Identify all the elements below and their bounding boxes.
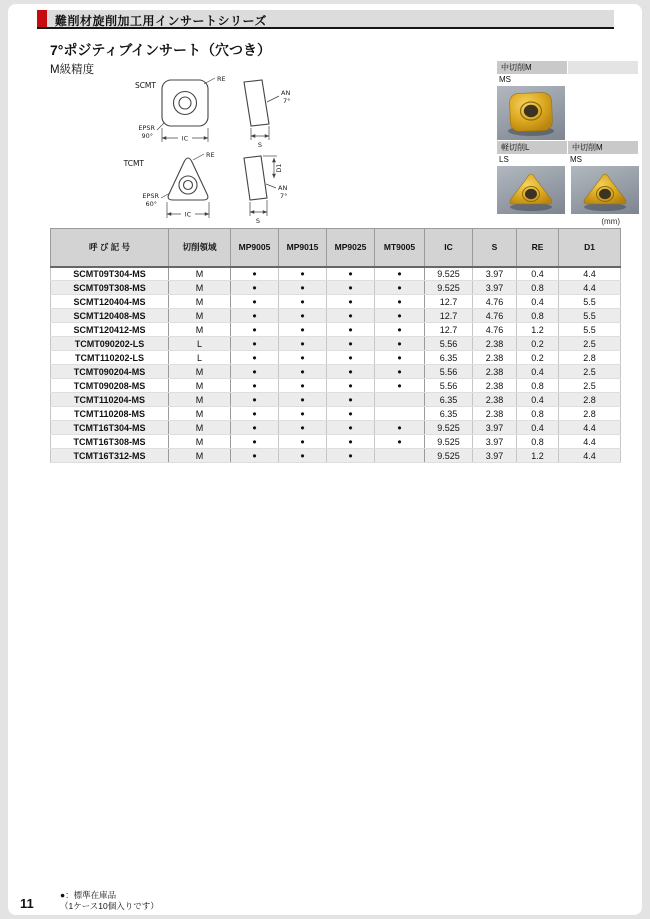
stock-dot: ●: [375, 365, 425, 379]
cutting-area: M: [169, 323, 231, 337]
dimension-value: 0.2: [517, 337, 559, 351]
dimension-value: 2.5: [559, 365, 621, 379]
table-row: [51, 281, 621, 295]
stock-dot: ●: [231, 351, 279, 365]
stock-dot: ●: [327, 449, 375, 463]
dimension-value: 0.4: [517, 267, 559, 281]
stock-dot: ●: [375, 351, 425, 365]
stock-dot: ●: [279, 393, 327, 407]
grade-label-ms: MS: [499, 75, 511, 84]
cutting-area: M: [169, 421, 231, 435]
stock-dot: ●: [327, 281, 375, 295]
stock-dot: ●: [279, 365, 327, 379]
cutting-area: M: [169, 267, 231, 281]
scmt-s-label: S: [257, 141, 263, 149]
dimension-value: 2.38: [473, 407, 517, 421]
stock-dot: ●: [327, 435, 375, 449]
dimension-value: 9.525: [425, 281, 473, 295]
dimension-value: 0.4: [517, 421, 559, 435]
stock-dot: ●: [375, 309, 425, 323]
stock-dot: ●: [279, 309, 327, 323]
photo-group-scmt: [497, 61, 639, 140]
stock-dot: ●: [231, 379, 279, 393]
stock-dot: ●: [375, 281, 425, 295]
dimension-value: 2.38: [473, 337, 517, 351]
dimension-value: 5.56: [425, 337, 473, 351]
tcmt-an-angle: 7°: [280, 192, 288, 200]
dimension-value: 2.38: [473, 379, 517, 393]
scmt-label: SCMT: [134, 81, 156, 90]
dimension-value: 5.56: [425, 379, 473, 393]
stock-dot: ●: [327, 379, 375, 393]
page-title: 7°ポジティブインサート（穴つき）: [50, 42, 272, 58]
footnote-stock: ●：標準在庫品: [60, 890, 117, 900]
stock-none: [375, 407, 425, 421]
dimension-value: 0.8: [517, 281, 559, 295]
scmt-an-label: AN: [281, 89, 291, 97]
table-row: [51, 309, 621, 323]
dimension-value: 3.97: [473, 449, 517, 463]
dimension-value: 9.525: [425, 421, 473, 435]
stock-dot: ●: [231, 407, 279, 421]
catalog-page: [8, 4, 642, 915]
dimension-value: 2.38: [473, 351, 517, 365]
dimension-value: 5.5: [559, 309, 621, 323]
stock-dot: ●: [279, 267, 327, 281]
dimension-value: 4.4: [559, 267, 621, 281]
stock-dot: ●: [231, 337, 279, 351]
stock-dot: ●: [231, 281, 279, 295]
dimension-value: 4.4: [559, 435, 621, 449]
stock-dot: ●: [327, 323, 375, 337]
dimension-value: 4.76: [473, 323, 517, 337]
table-row: [51, 407, 621, 421]
table-row: [51, 351, 621, 365]
dimension-value: 4.4: [559, 421, 621, 435]
stock-dot: ●: [231, 309, 279, 323]
cutting-area: L: [169, 337, 231, 351]
dimension-value: 3.97: [473, 267, 517, 281]
col-cutting-area: 切削領域: [169, 229, 231, 267]
stock-none: [375, 449, 425, 463]
stock-dot: ●: [327, 295, 375, 309]
insert-designation: TCMT16T312-MS: [51, 449, 169, 463]
col-grade-mp9025: MP9025: [327, 229, 375, 267]
dimension-value: 1.2: [517, 449, 559, 463]
photo-group2-header: [497, 141, 639, 154]
photo-group1-header: [497, 61, 639, 74]
cutting-area: M: [169, 281, 231, 295]
col-ic: IC: [425, 229, 473, 267]
stock-dot: ●: [375, 267, 425, 281]
dimension-value: 3.97: [473, 421, 517, 435]
stock-dot: ●: [375, 323, 425, 337]
dimension-value: 4.76: [473, 309, 517, 323]
dimension-value: 12.7: [425, 309, 473, 323]
tcmt-ic-label: IC: [184, 210, 192, 219]
insert-designation: SCMT120408-MS: [51, 309, 169, 323]
col-grade-mp9015: MP9015: [279, 229, 327, 267]
insert-designation: SCMT120404-MS: [51, 295, 169, 309]
dimension-value: 0.2: [517, 351, 559, 365]
dimension-value: 2.8: [559, 393, 621, 407]
table-row: [51, 393, 621, 407]
stock-dot: ●: [231, 295, 279, 309]
dimension-value: 3.97: [473, 281, 517, 295]
scmt-epsr-label: EPSR: [138, 124, 155, 132]
cutting-area: M: [169, 407, 231, 421]
stock-dot: ●: [279, 323, 327, 337]
insert-photo-scmt-ms: [497, 86, 565, 140]
col-grade-mp9005: MP9005: [231, 229, 279, 267]
tcmt-label: TCMT: [123, 159, 144, 168]
cutting-area: M: [169, 309, 231, 323]
dimension-value: 2.38: [473, 393, 517, 407]
grade-label-ls: LS: [499, 155, 509, 164]
tcmt-an-label: AN: [278, 184, 288, 192]
stock-dot: ●: [231, 449, 279, 463]
stock-dot: ●: [375, 421, 425, 435]
cutting-area: M: [169, 393, 231, 407]
insert-designation: TCMT090204-MS: [51, 365, 169, 379]
col-d1: D1: [559, 229, 621, 267]
insert-designation: TCMT16T304-MS: [51, 421, 169, 435]
precision-class-label: M級精度: [50, 64, 95, 76]
stock-dot: ●: [231, 435, 279, 449]
dimension-value: 0.4: [517, 393, 559, 407]
dimension-value: 4.4: [559, 281, 621, 295]
insert-dimension-diagrams: [58, 74, 350, 228]
stock-dot: ●: [327, 407, 375, 421]
stock-dot: ●: [327, 351, 375, 365]
table-row: [51, 295, 621, 309]
table-row: [51, 379, 621, 393]
table-row: [51, 365, 621, 379]
cutting-area: M: [169, 449, 231, 463]
footnote: [60, 890, 159, 912]
stock-dot: ●: [279, 337, 327, 351]
stock-dot: ●: [279, 449, 327, 463]
cutting-area: L: [169, 351, 231, 365]
stock-dot: ●: [231, 267, 279, 281]
dimension-value: 6.35: [425, 393, 473, 407]
insert-designation: SCMT09T308-MS: [51, 281, 169, 295]
insert-designation: TCMT090208-MS: [51, 379, 169, 393]
series-header-bar: [37, 10, 614, 29]
table-row: [51, 323, 621, 337]
stock-dot: ●: [327, 267, 375, 281]
stock-dot: ●: [279, 421, 327, 435]
footnote-case: （1ケース10個入りです）: [60, 901, 159, 911]
col-re: RE: [517, 229, 559, 267]
insert-photo-tcmt-ls: [497, 166, 565, 214]
scmt-epsr-angle: 90°: [141, 132, 153, 140]
scmt-insert-image: [497, 86, 565, 140]
insert-designation: TCMT110202-LS: [51, 351, 169, 365]
insert-designation: TCMT090202-LS: [51, 337, 169, 351]
tcmt-ls-insert-image: [497, 166, 565, 214]
dimension-value: 2.5: [559, 379, 621, 393]
dimension-value: 5.5: [559, 295, 621, 309]
dimension-value: 2.8: [559, 407, 621, 421]
page-number: 11: [20, 896, 34, 911]
dimension-value: 4.76: [473, 295, 517, 309]
cutting-area: M: [169, 379, 231, 393]
dimension-value: 3.97: [473, 435, 517, 449]
stock-dot: ●: [327, 337, 375, 351]
dimension-value: 6.35: [425, 351, 473, 365]
dimension-value: 6.35: [425, 407, 473, 421]
stock-dot: ●: [375, 295, 425, 309]
tcmt-diagram: [123, 151, 288, 225]
scmt-an-angle: 7°: [283, 97, 291, 105]
col-s: S: [473, 229, 517, 267]
dimension-value: 9.525: [425, 267, 473, 281]
dimension-value: 4.4: [559, 449, 621, 463]
tcmt-epsr-angle: 60°: [145, 200, 157, 208]
scmt-ic-label: IC: [181, 134, 189, 143]
stock-dot: ●: [231, 323, 279, 337]
cutting-range-label-medium2: 中切削M: [568, 141, 639, 154]
table-row: [51, 449, 621, 463]
insert-designation: TCMT110204-MS: [51, 393, 169, 407]
dimension-value: 0.4: [517, 295, 559, 309]
stock-dot: ●: [279, 407, 327, 421]
dimension-value: 5.5: [559, 323, 621, 337]
stock-dot: ●: [279, 281, 327, 295]
table-row: [51, 421, 621, 435]
dimension-value: 9.525: [425, 449, 473, 463]
dimension-value: 0.8: [517, 407, 559, 421]
stock-dot: ●: [231, 393, 279, 407]
cutting-area: M: [169, 365, 231, 379]
insert-designation: SCMT120412-MS: [51, 323, 169, 337]
dimension-value: 0.8: [517, 309, 559, 323]
stock-dot: ●: [231, 365, 279, 379]
tcmt-d1-label: D1: [275, 163, 283, 173]
tcmt-re-label: RE: [206, 151, 215, 159]
dimension-value: 9.525: [425, 435, 473, 449]
stock-dot: ●: [327, 365, 375, 379]
table-header-row: [51, 229, 621, 267]
cutting-area: M: [169, 295, 231, 309]
stock-dot: ●: [231, 421, 279, 435]
scmt-diagram: [135, 75, 291, 149]
insert-designation: TCMT16T308-MS: [51, 435, 169, 449]
spec-table-body: [51, 267, 621, 463]
stock-dot: ●: [375, 337, 425, 351]
dimension-value: 2.5: [559, 337, 621, 351]
photo-group-tcmt: [497, 141, 639, 214]
stock-dot: ●: [279, 295, 327, 309]
grade-label-ms2: MS: [570, 155, 582, 164]
tcmt-ms-insert-image: [571, 166, 639, 214]
table-row: [51, 337, 621, 351]
col-designation: 呼 び 記 号: [51, 229, 169, 267]
stock-none: [375, 393, 425, 407]
cutting-range-label-light: 軽切削L: [497, 141, 568, 154]
stock-dot: ●: [279, 379, 327, 393]
insert-designation: SCMT09T304-MS: [51, 267, 169, 281]
photo-header-spacer: [568, 61, 639, 74]
dimension-value: 2.38: [473, 365, 517, 379]
photo-group2-grades: [497, 154, 639, 166]
dimension-value: 0.4: [517, 365, 559, 379]
dimension-value: 5.56: [425, 365, 473, 379]
cutting-area: M: [169, 435, 231, 449]
tcmt-s-label: S: [255, 217, 261, 225]
dimension-value: 0.8: [517, 435, 559, 449]
unit-label: (mm): [601, 217, 620, 226]
dimension-value: 12.7: [425, 323, 473, 337]
stock-dot: ●: [375, 435, 425, 449]
dimension-value: 2.8: [559, 351, 621, 365]
tcmt-epsr-label: EPSR: [142, 192, 159, 200]
insert-photo-tcmt-ms: [571, 166, 639, 214]
stock-dot: ●: [375, 379, 425, 393]
dimension-value: 12.7: [425, 295, 473, 309]
stock-dot: ●: [327, 393, 375, 407]
series-title: 難削材旋削加工用インサートシリーズ: [55, 14, 267, 28]
spec-table: [50, 228, 621, 463]
insert-designation: TCMT110208-MS: [51, 407, 169, 421]
stock-dot: ●: [279, 351, 327, 365]
stock-dot: ●: [327, 309, 375, 323]
stock-dot: ●: [279, 435, 327, 449]
stock-dot: ●: [327, 421, 375, 435]
table-row: [51, 267, 621, 281]
scmt-re-label: RE: [217, 75, 226, 83]
col-grade-mt9005: MT9005: [375, 229, 425, 267]
dimension-value: 1.2: [517, 323, 559, 337]
dimension-value: 0.8: [517, 379, 559, 393]
table-row: [51, 435, 621, 449]
cutting-range-label-medium: 中切削M: [497, 61, 568, 74]
red-accent-block: [37, 10, 47, 27]
